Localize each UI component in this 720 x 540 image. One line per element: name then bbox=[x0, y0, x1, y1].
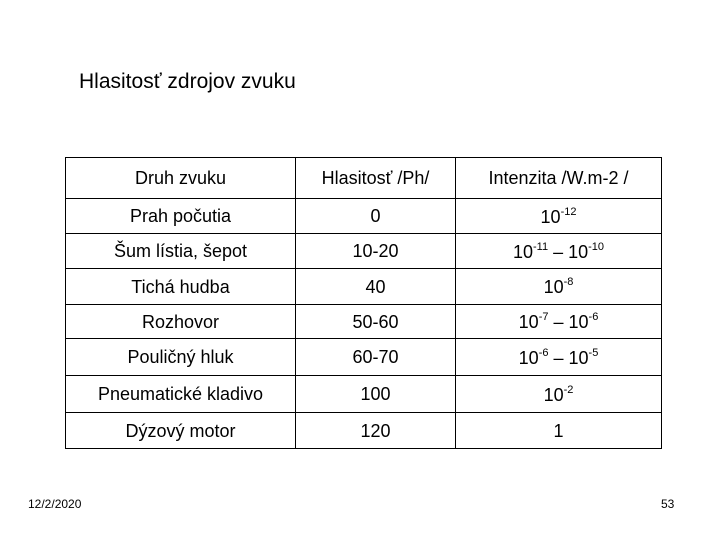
cell-source: Rozhovor bbox=[66, 305, 296, 339]
table-row bbox=[66, 199, 662, 234]
table-row bbox=[66, 305, 662, 339]
cell-loudness: 40 bbox=[296, 269, 456, 305]
cell-loudness: 10-20 bbox=[296, 234, 456, 269]
cell-intensity: $10^{-6} - 10^{-5}$ bbox=[456, 339, 662, 376]
cell-loudness: 60-70 bbox=[296, 339, 456, 376]
cell-intensity: 1 bbox=[456, 413, 662, 449]
cell-loudness: 50-60 bbox=[296, 305, 456, 339]
cell-loudness: 120 bbox=[296, 413, 456, 449]
cell-source: Tichá hudba bbox=[66, 269, 296, 305]
cell-source: Dýzový motor bbox=[66, 413, 296, 449]
cell-intensity: $10^{-12}$ bbox=[456, 199, 662, 234]
table-row bbox=[66, 413, 662, 449]
cell-source: Šum lístia, šepot bbox=[66, 234, 296, 269]
header-loudness: Hlasitosť /Ph/ bbox=[296, 158, 456, 199]
cell-source: Prah počutia bbox=[66, 199, 296, 234]
cell-loudness: 100 bbox=[296, 376, 456, 413]
footer-date: 12/2/2020 bbox=[28, 497, 82, 511]
slide-title: Hlasitosť zdrojov zvuku bbox=[79, 70, 296, 93]
table-row bbox=[66, 234, 662, 269]
header-intensity: Intenzita /W.m-2 / bbox=[456, 158, 662, 199]
footer-page-number: 53 bbox=[661, 497, 675, 511]
cell-intensity: $10^{-7} - 10^{-6}$ bbox=[456, 305, 662, 339]
table-row bbox=[66, 376, 662, 413]
cell-intensity: $10^{-8}$ bbox=[456, 269, 662, 305]
table-header-row bbox=[66, 158, 662, 199]
cell-intensity: $10^{-2}$ bbox=[456, 376, 662, 413]
cell-source: Pouličný hluk bbox=[66, 339, 296, 376]
cell-intensity: $10^{-11} - 10^{-10}$ bbox=[456, 234, 662, 269]
table-row bbox=[66, 339, 662, 376]
sound-sources-table bbox=[65, 157, 662, 449]
table-row bbox=[66, 269, 662, 305]
cell-loudness: 0 bbox=[296, 199, 456, 234]
header-sound-type: Druh zvuku bbox=[66, 158, 296, 199]
cell-source: Pneumatické kladivo bbox=[66, 376, 296, 413]
